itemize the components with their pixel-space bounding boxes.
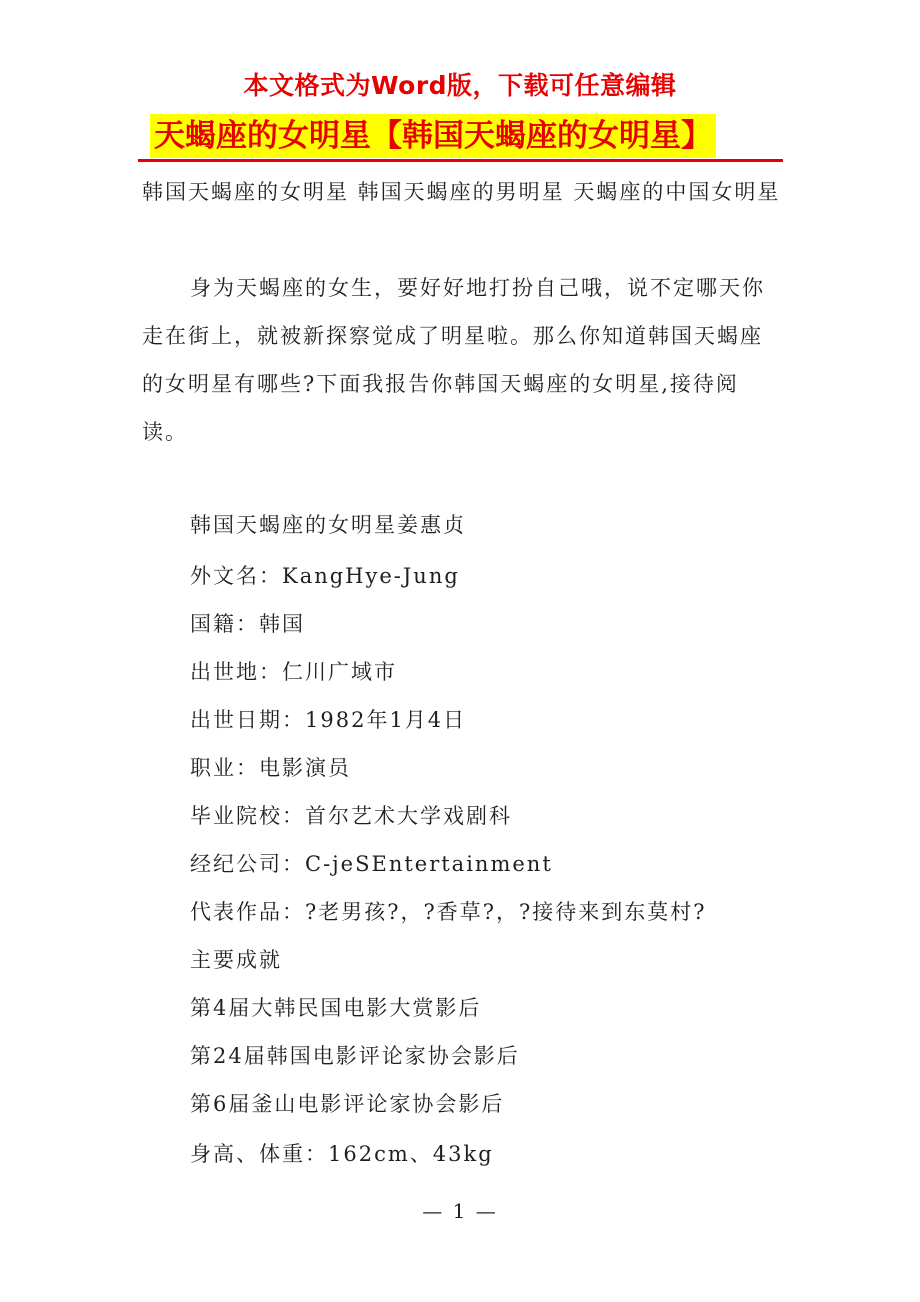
title-underline-rule <box>138 159 783 162</box>
profile-school: 毕业院校：首尔艺术大学戏剧科 <box>190 804 512 828</box>
format-notice: 本文格式为Word版，下载可任意编辑 <box>243 71 677 100</box>
achievements-heading: 主要成就 <box>190 948 282 972</box>
page-number: — 1 — <box>422 1199 498 1223</box>
profile-works: 代表作品：?老男孩?，?香草?，?接待来到东莫村? <box>190 900 707 924</box>
profile-birthdate: 出世日期：1982年1月4日 <box>190 708 467 732</box>
profile-nationality: 国籍：韩国 <box>190 612 305 636</box>
intro-paragraph: 身为天蝎座的女生，要好好地打扮自己哦，说不定哪天你走在街上，就被新探察觉成了明星啦。那么你知道韩国天蝎座的女明星有哪些?下面我报告你韩国天蝎座的女明星,接待阅读。 <box>142 276 765 444</box>
profile-birthplace: 出世地：仁川广域市 <box>190 660 397 684</box>
document-title: 天蝎座的女明星【韩国天蝎座的女明星】 <box>150 114 716 158</box>
achievement-item: 第4届大韩民国电影大赏影后 <box>190 996 482 1020</box>
achievement-item: 第6届釜山电影评论家协会影后 <box>190 1092 505 1116</box>
section-heading: 韩国天蝎座的女明星姜惠贞 <box>190 513 466 537</box>
profile-height-weight: 身高、体重：162cm、43kg <box>190 1142 494 1166</box>
achievement-item: 第24届韩国电影评论家协会影后 <box>190 1044 520 1068</box>
profile-agency: 经纪公司：C-jeSEntertainment <box>190 852 553 876</box>
title-container <box>150 114 716 158</box>
profile-foreign-name: 外文名：KangHye-Jung <box>190 564 460 588</box>
intro-line: 韩国天蝎座的女明星 韩国天蝎座的男明星 天蝎座的中国女明星 <box>142 180 781 204</box>
profile-occupation: 职业：电影演员 <box>190 756 351 780</box>
